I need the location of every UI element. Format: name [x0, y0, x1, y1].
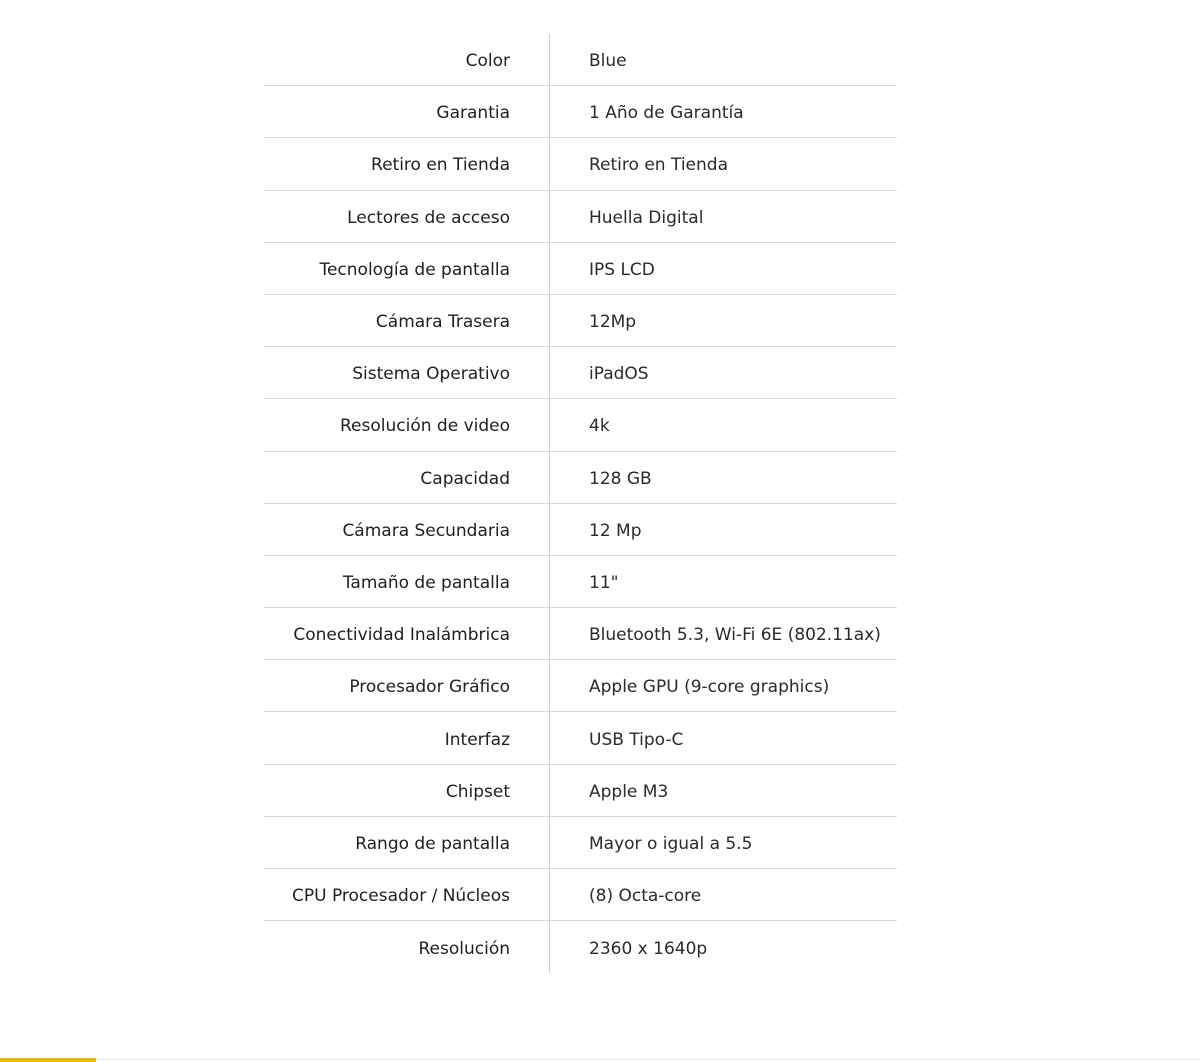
- spec-label: Resolución de video: [264, 399, 550, 450]
- spec-value: Retiro en Tienda: [589, 155, 728, 176]
- spec-label: Capacidad: [264, 452, 550, 503]
- spec-label: Sistema Operativo: [264, 347, 550, 398]
- spec-label: Cámara Trasera: [264, 295, 550, 346]
- spec-label: Retiro en Tienda: [264, 138, 550, 189]
- spec-label: Color: [264, 34, 550, 85]
- spec-label: Conectividad Inalámbrica: [264, 608, 550, 659]
- spec-row-cpu-procesador-nucleos: [264, 869, 897, 921]
- spec-row-lectores-de-acceso: [264, 191, 897, 243]
- spec-label: Rango de pantalla: [264, 817, 550, 868]
- spec-row-interfaz: [264, 712, 897, 764]
- spec-label: Tamaño de pantalla: [264, 556, 550, 607]
- spec-label: Interfaz: [264, 712, 550, 763]
- spec-value: Bluetooth 5.3, Wi-Fi 6E (802.11ax): [589, 625, 881, 646]
- spec-value: 2360 x 1640p: [589, 938, 708, 959]
- spec-value: 1 Año de Garantía: [589, 103, 744, 124]
- spec-label: Lectores de acceso: [264, 191, 550, 242]
- spec-value: USB Tipo-C: [589, 729, 684, 750]
- spec-row-chipset: [264, 765, 897, 817]
- bottom-divider: [0, 1059, 1200, 1060]
- spec-row-sistema-operativo: [264, 347, 897, 399]
- spec-label: Resolución: [264, 921, 550, 973]
- spec-row-camara-trasera: [264, 295, 897, 347]
- spec-row-resolucion-de-video: [264, 399, 897, 451]
- spec-value: 128 GB: [589, 468, 652, 489]
- bottom-accent-bar: [0, 1058, 96, 1062]
- spec-row-procesador-grafico: [264, 660, 897, 712]
- spec-label: Chipset: [264, 765, 550, 816]
- spec-value: 12Mp: [589, 312, 637, 333]
- spec-row-camara-secundaria: [264, 504, 897, 556]
- spec-label: Tecnología de pantalla: [264, 243, 550, 294]
- spec-value: Blue: [589, 51, 627, 72]
- spec-row-capacidad: [264, 452, 897, 504]
- spec-row-tamano-de-pantalla: [264, 556, 897, 608]
- spec-value: IPS LCD: [589, 259, 655, 280]
- spec-value: 12 Mp: [589, 520, 642, 541]
- spec-label: CPU Procesador / Núcleos: [264, 869, 550, 920]
- spec-row-garantia: [264, 86, 897, 138]
- specifications-table: [264, 34, 897, 973]
- spec-label: Garantia: [264, 86, 550, 137]
- spec-row-conectividad-inalambrica: [264, 608, 897, 660]
- spec-value: 4k: [589, 416, 610, 437]
- spec-row-color: [264, 34, 897, 86]
- spec-row-resolucion: [264, 921, 897, 973]
- spec-value: Apple GPU (9-core graphics): [589, 677, 830, 698]
- spec-row-retiro-en-tienda: [264, 138, 897, 190]
- spec-value: 11": [589, 572, 619, 593]
- spec-row-rango-de-pantalla: [264, 817, 897, 869]
- spec-label: Procesador Gráfico: [264, 660, 550, 711]
- spec-value: (8) Octa-core: [589, 886, 702, 907]
- spec-label: Cámara Secundaria: [264, 504, 550, 555]
- spec-value: Apple M3: [589, 781, 669, 802]
- spec-row-tecnologia-de-pantalla: [264, 243, 897, 295]
- spec-value: iPadOS: [589, 364, 649, 385]
- spec-value: Mayor o igual a 5.5: [589, 833, 753, 854]
- spec-value: Huella Digital: [589, 207, 704, 228]
